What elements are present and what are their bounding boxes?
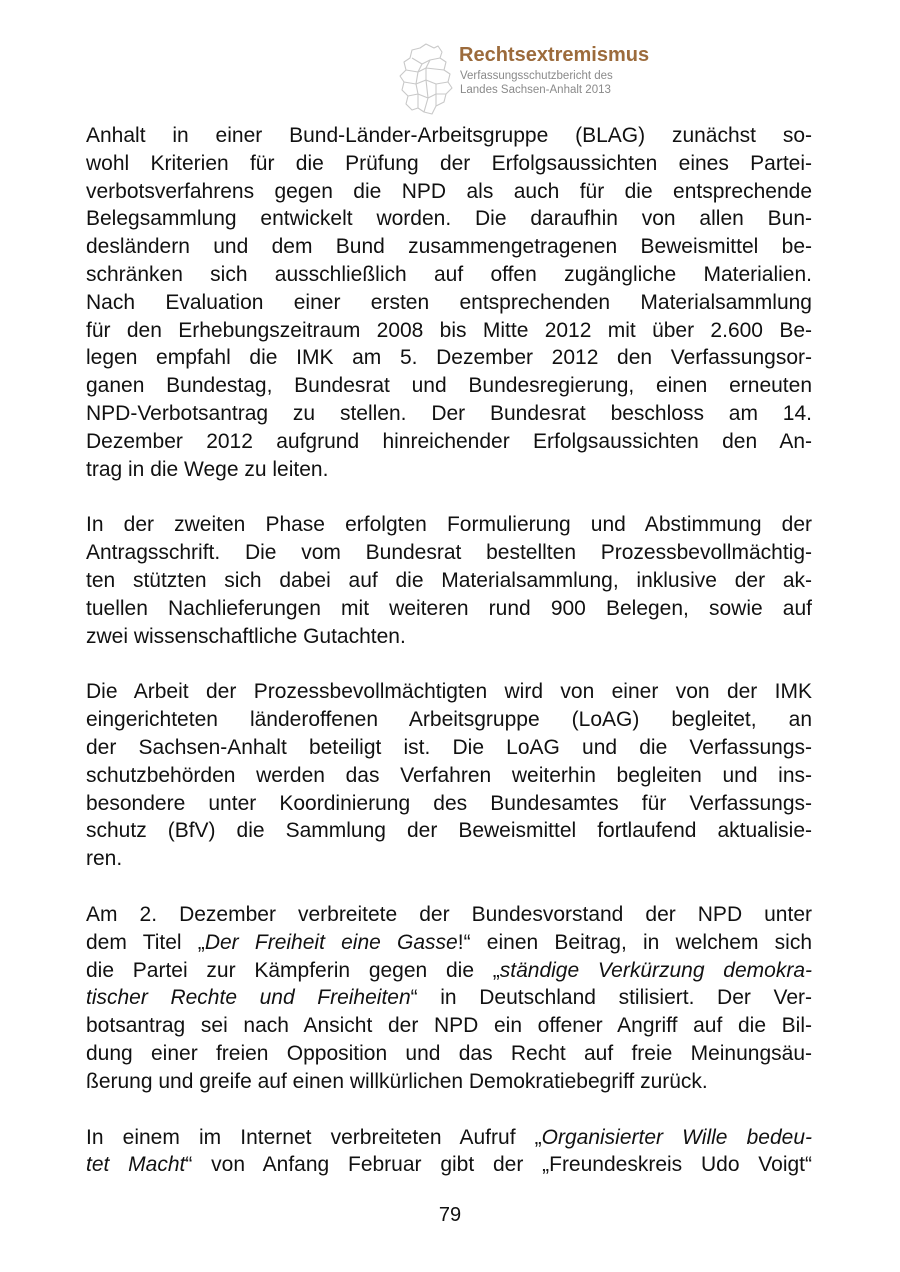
text-line [86,261,812,289]
text-line [86,1151,812,1179]
italic-quote: tet Macht [86,1153,186,1177]
text-segment: ßerung und greife auf einen willkürlichen Demokratiebegriff zurück. [86,1069,708,1093]
text-segment: für den Erhebungszeitraum 2008 bis Mitte 2012 mit über 2.600 Be- [86,318,812,342]
text-line [86,150,812,178]
italic-quote: Organisierter Wille bedeu- [541,1125,813,1149]
text-line [86,790,812,818]
text-line [86,762,812,790]
text-line [86,178,812,206]
text-segment: In einem im Internet verbreiteten Aufruf „ [86,1125,542,1149]
text-line [86,428,812,456]
sachsen-anhalt-map-icon [396,42,456,116]
text-line [86,817,812,845]
text-segment: eingerichteten länderoffenen Arbeitsgruppe (LoAG) begleitet, an [86,708,812,732]
text-line [86,372,812,400]
paragraph [86,511,812,650]
text-segment: desländern und dem Bund zusammengetragenen Beweismittel be- [86,235,812,259]
paragraph [86,122,812,483]
text-segment: ganen Bundestag, Bundesrat und Bundesregierung, einen erneuten [86,374,812,398]
text-segment: der Sachsen-Anhalt beteiligt ist. Die LoAG und die Verfassungs- [86,735,812,759]
text-line [86,734,812,762]
text-line [86,233,812,261]
text-segment: wohl Kriterien für die Prüfung der Erfolgsaussichten eines Partei- [86,151,812,175]
text-segment: verbotsverfahrens gegen die NPD als auch für die entsprechende [86,179,812,203]
paragraph [86,901,812,1096]
text-line [86,1124,812,1152]
text-segment: schutzbehörden werden das Verfahren weiterhin begleiten und ins- [86,763,812,787]
paragraph [86,678,812,873]
italic-quote: tischer Rechte und Freiheiten [86,986,411,1010]
text-line [86,929,812,957]
text-segment: dem Titel „ [86,930,205,954]
text-line [86,289,812,317]
text-line [86,456,812,484]
text-line [86,1012,812,1040]
text-segment: Dezember 2012 aufgrund hinreichender Erfolgsaussichten den An- [86,429,812,453]
text-line [86,317,812,345]
text-line [86,205,812,233]
text-segment: !“ einen Beitrag, in welchem sich [457,930,813,954]
text-line [86,122,812,150]
text-segment: Anhalt in einer Bund-Länder-Arbeitsgruppe (BLAG) zunächst so- [86,124,812,147]
text-segment: ten stützten sich dabei auf die Materialsammlung, inklusive der ak- [86,568,812,592]
text-line [86,623,812,651]
page-header [396,40,696,118]
text-segment: Belegsammlung entwickelt worden. Die daraufhin von allen Bun- [86,207,812,231]
text-line [86,1040,812,1068]
text-segment: schränken sich ausschließlich auf offen zugängliche Materialien. [86,262,812,286]
body-text [86,122,812,1207]
text-line [86,901,812,929]
header-title: Rechtsextremismus [459,44,650,66]
text-segment: dung einer freien Opposition und das Recht auf freie Meinungsäu- [86,1041,812,1065]
text-segment: “ von Anfang Februar gibt der „Freundeskreis Udo Voigt“ [185,1153,812,1177]
text-segment: die Partei zur Kämpferin gegen die „ [86,958,500,982]
italic-quote: Der Freiheit eine Gasse [204,930,458,954]
text-segment: ren. [86,847,123,871]
text-segment: NPD-Verbotsantrag zu stellen. Der Bundesrat beschloss am 14. [86,401,812,425]
text-line [86,957,812,985]
text-segment: legen empfahl die IMK am 5. Dezember 2012 den Verfassungsor- [86,346,812,370]
text-segment: Antragsschrift. Die vom Bundesrat bestellten Prozessbevollmächtig- [86,541,812,565]
text-line [86,511,812,539]
text-segment: Am 2. Dezember verbreitete der Bundesvorstand der NPD unter [86,902,812,926]
text-segment: “ in Deutschland stilisiert. Der Ver- [410,986,812,1010]
text-segment: Nach Evaluation einer ersten entsprechenden Materialsammlung [86,290,812,314]
text-segment: tuellen Nachlieferungen mit weiteren rund 900 Belegen, sowie auf [86,596,812,620]
text-line [86,344,812,372]
text-segment: besondere unter Koordinierung des Bundesamtes für Verfassungs- [86,791,812,815]
text-line [86,595,812,623]
text-segment: zwei wissenschaftliche Gutachten. [86,624,406,648]
text-line [86,539,812,567]
text-segment: In der zweiten Phase erfolgten Formulierung und Abstimmung der [86,513,812,537]
text-line [86,1068,812,1096]
header-subtitle-line-1: Verfassungsschutzbericht des [460,70,613,82]
text-segment: Die Arbeit der Prozessbevollmächtigten wird von einer von der IMK [86,680,812,704]
text-segment: schutz (BfV) die Sammlung der Beweismittel fortlaufend aktualisie- [86,819,812,843]
text-segment: trag in die Wege zu leiten. [86,457,329,481]
paragraph [86,1124,812,1180]
text-segment: botsantrag sei nach Ansicht der NPD ein offener Angriff auf die Bil- [86,1014,812,1038]
italic-quote: ständige Verkürzung demokra- [499,958,812,982]
text-line [86,567,812,595]
text-line [86,845,812,873]
text-line [86,706,812,734]
header-subtitle-line-2: Landes Sachsen-Anhalt 2013 [460,84,611,96]
text-line [86,678,812,706]
text-line [86,400,812,428]
page-number: 79 [438,1204,462,1226]
text-line [86,984,812,1012]
